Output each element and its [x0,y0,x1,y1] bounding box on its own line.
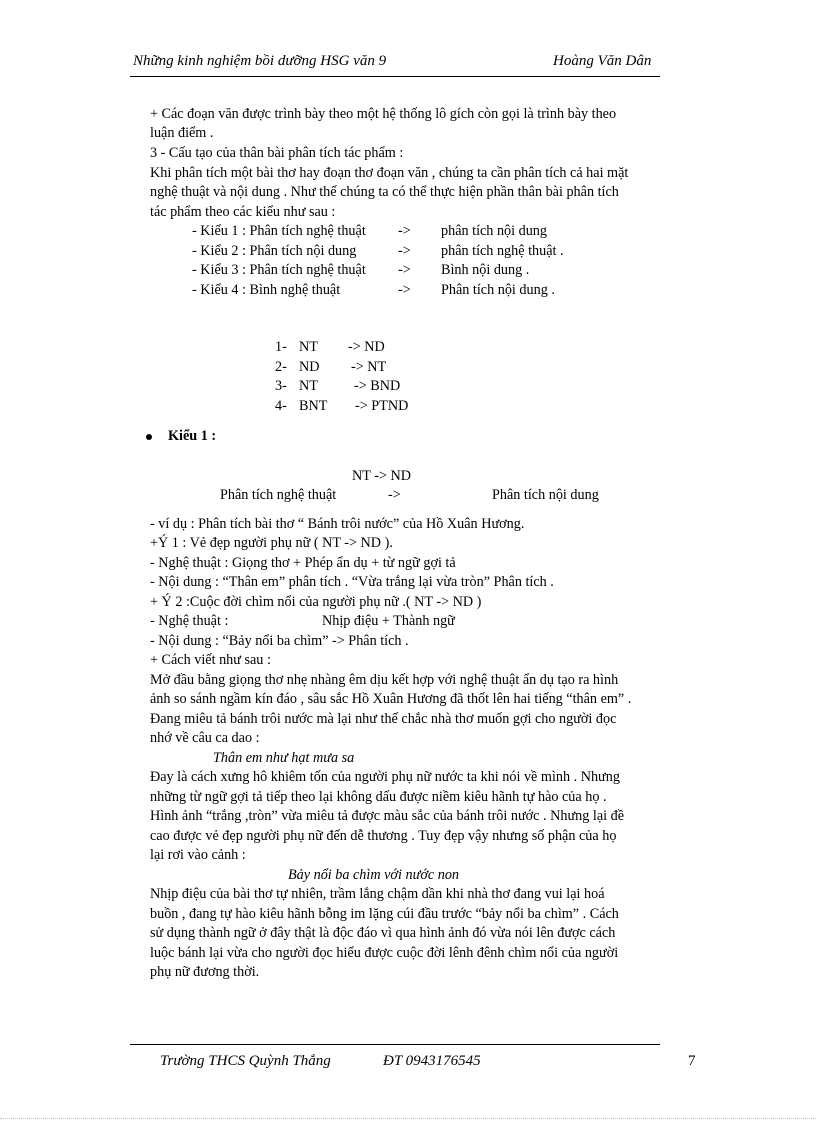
short-num: 4- [275,398,287,414]
body-line: - Nội dung : “Thân em” phân tích . “Vừa trắng lại vừa tròn” Phân tích . [150,574,554,590]
body-line: nhớ về câu ca dao : [150,730,260,746]
body-line: Nhịp điệu + Thành ngữ [322,613,455,629]
intro-line: luận điểm . [150,125,214,141]
short-num: 1- [275,339,287,355]
body-line: + Ý 2 :Cuộc đời chìm nổi của người phụ nữ .( NT -> ND ) [150,594,482,610]
type-arrow: -> [398,262,411,278]
body-line: Đay là cách xưng hô khiêm tốn của người phụ nữ nước ta khi nói về mình . Nhưng [150,769,620,785]
page-edge-divider [0,1118,816,1119]
intro-line: nghệ thuật và nội dung . Như thế chúng ta có thể thực hiện phần thân bài phân tích [150,184,619,200]
short-left: NT [299,378,318,394]
body-line: - Nghệ thuật : Giọng thơ + Phép ẩn dụ + từ ngữ gợi tả [150,555,456,571]
formula-left: Phân tích nghệ thuật [220,487,337,503]
footer-school: Trường THCS Quỳnh Thắng [160,1053,331,1069]
section-heading: 3 - Cấu tạo của thân bài phân tích tác phẩm : [150,145,404,161]
short-left: ND [299,359,320,375]
formula: NT -> ND [352,468,411,484]
intro-line: tác phẩm theo các kiểu như sau : [150,204,336,220]
body-line: sử dụng thành ngữ ở đây thật là độc đáo vì qua hình ảnh đó vừa nói lên được cách [150,925,616,941]
short-left: BNT [299,398,328,414]
formula-right: Phân tích nội dung [492,487,599,503]
header-author: Hoàng Văn Dân [553,53,652,69]
footer-rule [130,1044,660,1045]
kieu1-heading: Kiểu 1 : [168,428,217,444]
short-right: -> PTND [355,398,409,414]
body-line: Đang miêu tả bánh trôi nước mà lại như thế chắc nhà thơ muốn gợi cho người đọc [150,711,617,727]
type-result: phân tích nghệ thuật . [441,243,564,259]
body-line: Mở đầu bằng giọng thơ nhẹ nhàng êm dịu kết hợp với nghệ thuật ẩn dụ tạo ra hình [150,672,619,688]
short-num: 3- [275,378,287,394]
short-right: -> ND [348,339,385,355]
body-line: - ví dụ : Phân tích bài thơ “ Bánh trôi nước” của Hồ Xuân Hương. [150,516,525,532]
header-rule [130,76,660,77]
intro-line: + Các đoạn văn được trình bày theo một hệ thống lô gích còn gọi là trình bày theo [150,106,617,122]
quote-line: Thân em như hạt mưa sa [213,750,355,766]
body-line: buồn , đang tự hào kiêu hãnh bỗng im lặng cúi đầu trước “bảy nổi ba chìm” . Cách [150,906,619,922]
quote-line: Bảy nổi ba chìm với nước non [288,867,460,883]
type-label: - Kiểu 1 : Phân tích nghệ thuật [192,223,366,239]
body-line: phụ nữ đương thời. [150,964,260,980]
body-line: cao được vẻ đẹp người phụ nữ đến dễ thương . Tuy đẹp vậy nhưng số phận của họ [150,828,617,844]
body-line: Nhịp điệu của bài thơ tự nhiên, trầm lắng chậm dần khi nhà thơ đang vui lại hoá [150,886,605,902]
formula-arrow: -> [388,487,401,503]
type-result: Phân tích nội dung . [441,282,555,298]
body-line: luộc bánh lại vừa cho người đọc hiểu được cuộc đời lênh đênh chìm nổi của người [150,945,619,961]
short-right: -> NT [351,359,387,375]
body-line: lại rơi vào cảnh : [150,847,246,863]
type-result: phân tích nội dung [441,223,547,239]
body-line: - Nội dung : “Bảy nổi ba chìm” -> Phân tích . [150,633,409,649]
footer-phone: ĐT 0943176545 [383,1053,481,1069]
short-left: NT [299,339,318,355]
body-line: ảnh so sánh ngầm kín đáo , sâu sắc Hồ Xuân Hương đã thốt lên hai tiếng “thân em” . [150,691,632,707]
type-result: Bình nội dung . [441,262,530,278]
page-number: 7 [688,1053,696,1069]
body-line: + Cách viết như sau : [150,652,271,668]
type-arrow: -> [398,223,411,239]
type-label: - Kiểu 2 : Phân tích nội dung [192,243,357,259]
body-line: những từ ngữ gợi tả tiếp theo lại không dấu được niềm kiêu hãnh tự hào của họ . [150,789,607,805]
intro-line: Khi phân tích một bài thơ hay đoạn thơ đoạn văn , chúng ta cần phân tích cả hai mặt [150,165,629,181]
short-num: 2- [275,359,287,375]
type-arrow: -> [398,282,411,298]
type-label: - Kiểu 4 : Bình nghệ thuật [192,282,341,298]
type-arrow: -> [398,243,411,259]
bullet-icon [146,434,152,440]
body-line: +Ý 1 : Vẻ đẹp người phụ nữ ( NT -> ND ). [150,535,393,551]
type-label: - Kiểu 3 : Phân tích nghệ thuật [192,262,366,278]
short-right: -> BND [354,378,401,394]
body-line: Hình ảnh “trắng ,tròn” vừa miêu tả được màu sắc của bánh trôi nước . Nhưng lại đề [150,808,624,824]
body-line: - Nghệ thuật : [150,613,229,629]
header-title: Những kinh nghiệm bồi dưỡng HSG văn 9 [133,53,387,69]
